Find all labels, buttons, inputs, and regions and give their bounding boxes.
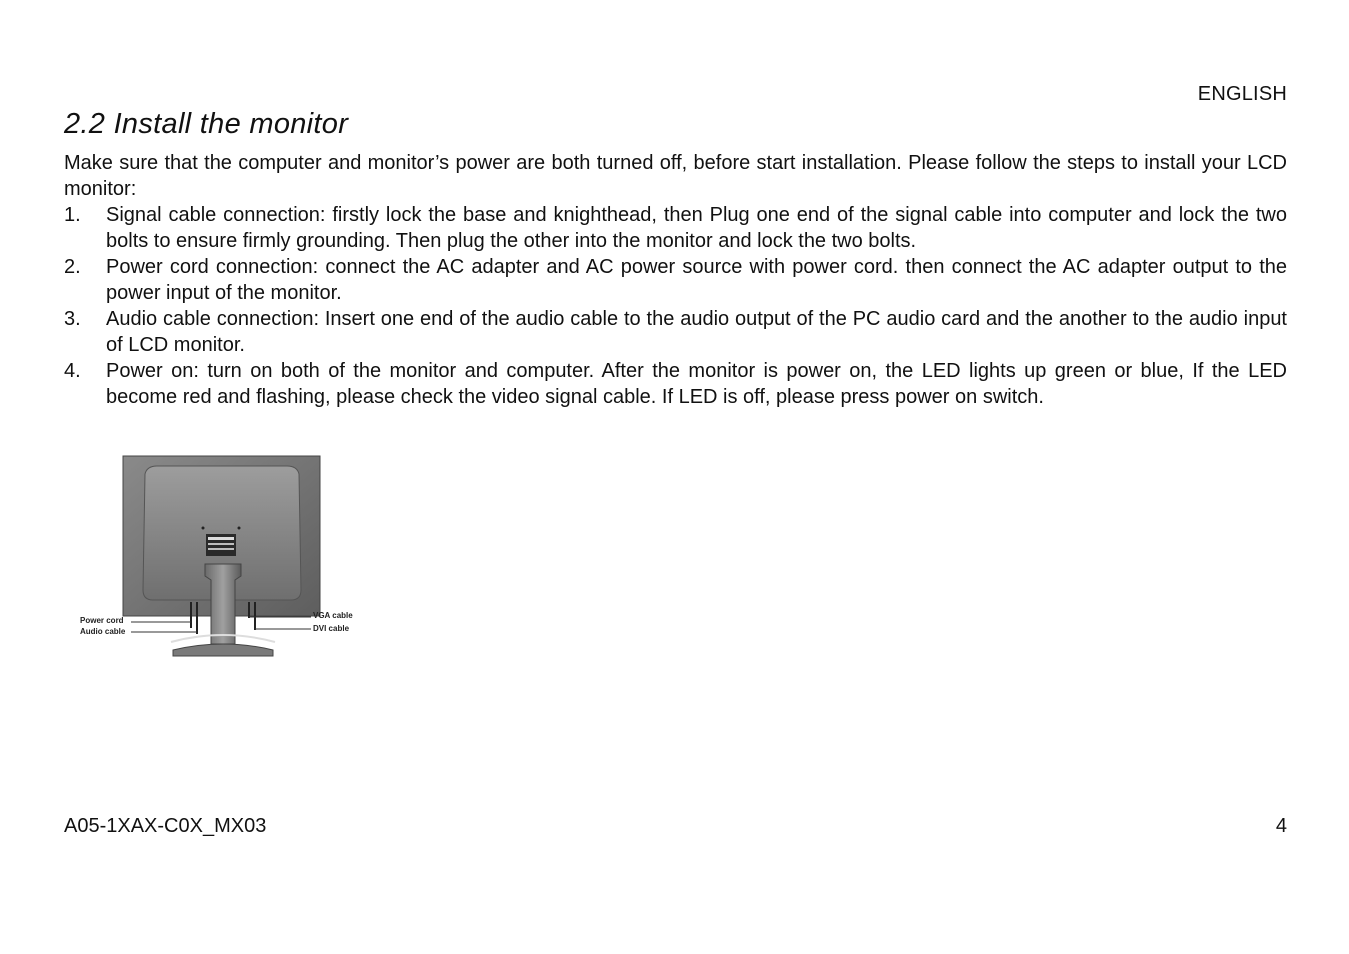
page-number: 4: [1275, 815, 1287, 837]
step-text: Signal cable connection: firstly lock the base and knighthead, then Plug one end of the signal cable into computer and lock the two bolts to ensure firmly grounding. Then plug the other into the monitor and lock the two bolts.: [106, 204, 1287, 252]
steps-list: [64, 202, 1287, 410]
step-number: 4.: [64, 360, 81, 382]
step-number: 3.: [64, 308, 81, 330]
step-number: 1.: [64, 204, 81, 226]
dvi-cable-label: DVI cable: [313, 624, 350, 633]
language-label: ENGLISH: [1197, 83, 1287, 105]
list-item: [64, 306, 1287, 358]
power-cord-label: Power cord: [80, 616, 124, 625]
step-text: Power on: turn on both of the monitor and computer. After the monitor is power on, the LED lights up green or blue, If the LED become red and flashing, please check the video signal cable. If LED is off, please press power on switch.: [106, 360, 1287, 408]
vga-cable-label: VGA cable: [313, 611, 353, 620]
list-item: [64, 254, 1287, 306]
step-text: Power cord connection: connect the AC adapter and AC power source with power cord. then connect the AC adapter output to the power input of the monitor.: [106, 256, 1287, 304]
section-body: [64, 150, 1287, 410]
monitor-back-figure: [75, 452, 370, 660]
step-number: 2.: [64, 256, 81, 278]
audio-cable-label: Audio cable: [80, 627, 126, 636]
section-title: 2.2 Install the monitor: [64, 108, 349, 140]
intro-paragraph: Make sure that the computer and monitor’s power are both turned off, before start installation. Please follow the steps to install your LCD monitor:: [64, 152, 1287, 200]
list-item: [64, 202, 1287, 254]
step-text: Audio cable connection: Insert one end of the audio cable to the audio output of the PC audio card and the another to the audio input of LCD monitor.: [106, 308, 1287, 356]
list-item: [64, 358, 1287, 410]
document-code: A05-1XAX-C0X_MX03: [64, 815, 267, 837]
